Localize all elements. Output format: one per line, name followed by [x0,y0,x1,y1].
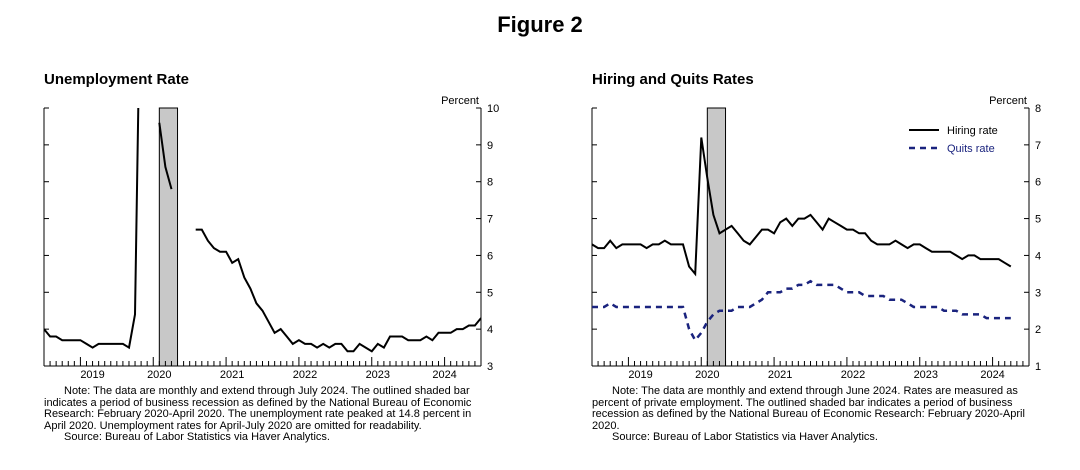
hiring-quits-chart-title: Hiring and Quits Rates [592,71,754,88]
hiring-quits-note-text: Note: The data are monthly and extend through June 2024. Rates are measured as percent of private employment. The outlined shaded bar indicates a period of business recession as defined by the National Bureau of Economic Research: February 2020-April 2020. [592,385,1025,432]
figure-title: Figure 2 [497,12,583,37]
unemployment-x-tick-label: 2020 [147,369,172,381]
unemployment-note-text: Note: The data are monthly and extend through July 2024. The outlined shaded bar indicates a period of business recession as defined by the National Bureau of Economic Research: February 2020-April 2020. The unemployment rate peaked at 14.8 percent in April 2020. Unemployment rates for April-July 2020 are omitted for readability. [44,385,472,432]
unemployment-y-tick-label: 3 [487,361,494,373]
hiring-quits-y-tick-label: 5 [1035,213,1042,226]
unemployment-source-text: Source: Bureau of Labor Statistics via Haver Analytics. [64,431,330,443]
hiring-quits-unit-label: Percent [989,95,1027,107]
hiring-quits-quits-rate-line [592,281,1011,340]
unemployment-x-tick-label: 2019 [80,369,105,381]
legend-quits-rate-label: Quits rate [947,143,995,155]
legend-hiring-rate-label: Hiring rate [947,125,998,137]
unemployment-y-tick-label: 6 [487,250,494,263]
unemployment-y-tick-label: 4 [487,324,494,337]
unemployment-y-tick-label: 5 [487,287,494,300]
unemployment-unit-label: Percent [441,95,479,107]
hiring-quits-hiring-rate-line [592,138,1011,274]
unemployment-x-tick-label: 2022 [292,369,318,381]
hiring-quits-x-tick-label: 2021 [767,369,793,381]
unemployment-y-tick-label: 9 [487,139,494,152]
hiring-quits-x-tick-label: 2024 [980,369,1005,381]
hiring-quits-y-tick-label: 3 [1035,287,1042,300]
hiring-quits-x-tick-label: 2022 [840,369,866,381]
unemployment-x-tick-label: 2024 [432,369,457,381]
hiring-quits-x-tick-label: 2023 [913,369,939,381]
hiring-quits-source-text: Source: Bureau of Labor Statistics via Haver Analytics. [612,431,878,443]
hiring-quits-y-tick-label: 6 [1035,176,1042,189]
unemployment-chart-title: Unemployment Rate [44,71,190,88]
unemployment-y-tick-label: 7 [487,213,494,226]
hiring-quits-x-tick-label: 2020 [695,369,720,381]
hiring-quits-y-tick-label: 1 [1035,361,1042,373]
unemployment-x-tick-label: 2023 [365,369,391,381]
hiring-quits-recession-bar [707,108,725,366]
unemployment-chart-note [44,386,484,444]
hiring-quits-x-tick-label: 2019 [628,369,653,381]
unemployment-y-tick-label: 10 [487,103,500,115]
hiring-quits-y-tick-label: 2 [1035,324,1042,337]
hiring-quits-y-tick-label: 8 [1035,103,1042,115]
unemployment-y-tick-label: 8 [487,176,494,189]
hiring-quits-y-tick-label: 4 [1035,250,1042,263]
hiring-quits-y-tick-label: 7 [1035,139,1042,152]
unemployment-x-tick-label: 2021 [219,369,245,381]
hiring-quits-chart-note [592,386,1052,444]
